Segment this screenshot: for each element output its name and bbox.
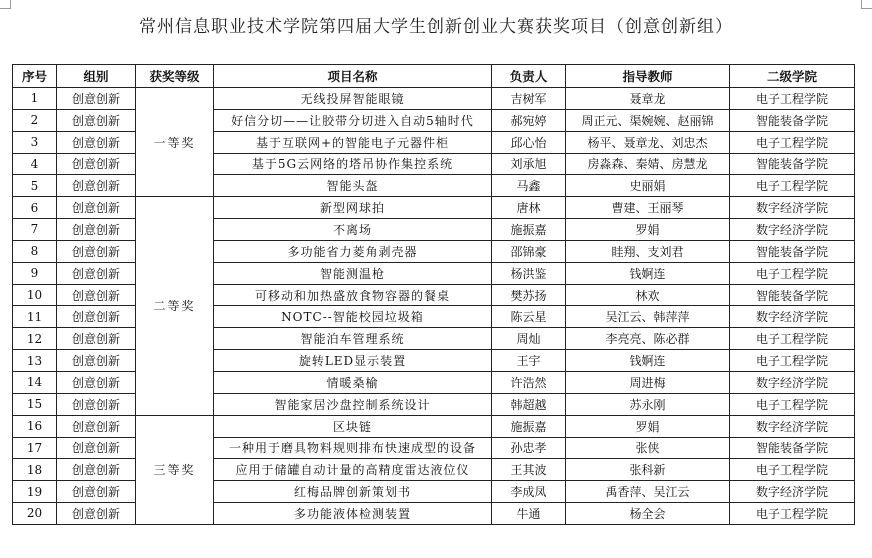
row-number: 17 bbox=[13, 437, 57, 459]
row-college: 电子工程学院 bbox=[730, 131, 855, 153]
row-leader: 许浩然 bbox=[492, 371, 566, 393]
row-number: 9 bbox=[13, 262, 57, 284]
table-row bbox=[13, 197, 855, 219]
row-group: 创意创新 bbox=[57, 437, 136, 459]
row-group: 创意创新 bbox=[57, 371, 136, 393]
row-group: 创意创新 bbox=[57, 219, 136, 241]
row-project-name: 智能头盔 bbox=[214, 175, 492, 197]
row-teacher: 史丽娟 bbox=[566, 175, 730, 197]
row-project-name: 旋转LED显示装置 bbox=[214, 350, 492, 372]
row-number: 20 bbox=[13, 503, 57, 525]
row-leader: 施振嘉 bbox=[492, 219, 566, 241]
row-leader: 唐林 bbox=[492, 197, 566, 219]
row-teacher: 钱婀连 bbox=[566, 350, 730, 372]
row-teacher: 曹建、王丽琴 bbox=[566, 197, 730, 219]
row-group: 创意创新 bbox=[57, 197, 136, 219]
row-group: 创意创新 bbox=[57, 306, 136, 328]
row-leader: 周灿 bbox=[492, 328, 566, 350]
row-teacher: 周进梅 bbox=[566, 371, 730, 393]
row-project-name: 基于互联网+的智能电子元器件柜 bbox=[214, 131, 492, 153]
row-teacher: 杨平、聂章龙、刘忠杰 bbox=[566, 131, 730, 153]
row-college: 智能装备学院 bbox=[730, 284, 855, 306]
table-row bbox=[13, 88, 855, 110]
row-number: 14 bbox=[13, 371, 57, 393]
row-group: 创意创新 bbox=[57, 262, 136, 284]
header-college: 二级学院 bbox=[730, 65, 855, 88]
row-college: 电子工程学院 bbox=[730, 175, 855, 197]
row-number: 3 bbox=[13, 131, 57, 153]
row-number: 19 bbox=[13, 481, 57, 503]
row-leader: 施振嘉 bbox=[492, 415, 566, 437]
row-project-name: 不离场 bbox=[214, 219, 492, 241]
row-project-name: 情暖桑榆 bbox=[214, 371, 492, 393]
row-teacher: 张侠 bbox=[566, 437, 730, 459]
row-project-name: 应用于储罐自动计量的高精度雷达液位仪 bbox=[214, 459, 492, 481]
row-number: 15 bbox=[13, 393, 57, 415]
row-leader: 刘承旭 bbox=[492, 153, 566, 175]
row-group: 创意创新 bbox=[57, 131, 136, 153]
row-number: 10 bbox=[13, 284, 57, 306]
row-leader: 邵锦豪 bbox=[492, 240, 566, 262]
row-leader: 马鑫 bbox=[492, 175, 566, 197]
row-college: 数字经济学院 bbox=[730, 371, 855, 393]
row-project-name: 基于5G云网络的塔吊协作集控系统 bbox=[214, 153, 492, 175]
row-college: 电子工程学院 bbox=[730, 350, 855, 372]
row-college: 电子工程学院 bbox=[730, 88, 855, 110]
row-project-name: 智能家居沙盘控制系统设计 bbox=[214, 393, 492, 415]
row-project-name: 一种用于磨具物料规则排布快速成型的设备 bbox=[214, 437, 492, 459]
row-group: 创意创新 bbox=[57, 153, 136, 175]
row-project-name: 多功能液体检测装置 bbox=[214, 503, 492, 525]
row-number: 6 bbox=[13, 197, 57, 219]
row-college: 智能装备学院 bbox=[730, 109, 855, 131]
row-teacher: 房淼森、秦婧、房慧龙 bbox=[566, 153, 730, 175]
row-teacher: 林欢 bbox=[566, 284, 730, 306]
row-college: 数字经济学院 bbox=[730, 481, 855, 503]
row-teacher: 苏永刚 bbox=[566, 393, 730, 415]
document-title: 常州信息职业技术学院第四届大学生创新创业大赛获奖项目（创意创新组） bbox=[139, 17, 733, 37]
row-project-name: 智能测温枪 bbox=[214, 262, 492, 284]
row-teacher: 禹香萍、吴江云 bbox=[566, 481, 730, 503]
row-teacher: 李亮亮、陈必群 bbox=[566, 328, 730, 350]
row-number: 1 bbox=[13, 88, 57, 110]
row-college: 数字经济学院 bbox=[730, 197, 855, 219]
row-leader: 王宇 bbox=[492, 350, 566, 372]
row-project-name: 区块链 bbox=[214, 415, 492, 437]
row-group: 创意创新 bbox=[57, 481, 136, 503]
row-number: 18 bbox=[13, 459, 57, 481]
table-header-row bbox=[13, 65, 855, 88]
row-college: 数字经济学院 bbox=[730, 219, 855, 241]
header-award: 获奖等级 bbox=[136, 65, 214, 88]
row-group: 创意创新 bbox=[57, 459, 136, 481]
row-college: 数字经济学院 bbox=[730, 415, 855, 437]
row-group: 创意创新 bbox=[57, 415, 136, 437]
award-table bbox=[12, 64, 855, 525]
row-group: 创意创新 bbox=[57, 88, 136, 110]
row-college: 数字经济学院 bbox=[730, 306, 855, 328]
row-project-name: 智能泊车管理系统 bbox=[214, 328, 492, 350]
row-leader: 韩超越 bbox=[492, 393, 566, 415]
row-teacher: 周正元、渠婉婉、赵丽锦 bbox=[566, 109, 730, 131]
row-number: 13 bbox=[13, 350, 57, 372]
row-leader: 樊苏扬 bbox=[492, 284, 566, 306]
row-leader: 郝宛婷 bbox=[492, 109, 566, 131]
row-group: 创意创新 bbox=[57, 328, 136, 350]
award-level-second: 二等奖 bbox=[136, 197, 214, 415]
header-no: 序号 bbox=[13, 65, 57, 88]
row-leader: 邱心怡 bbox=[492, 131, 566, 153]
row-leader: 李成凤 bbox=[492, 481, 566, 503]
row-college: 电子工程学院 bbox=[730, 262, 855, 284]
row-project-name: 红梅品牌创新策划书 bbox=[214, 481, 492, 503]
row-project-name: 好信分切——让胶带分切进入自动5轴时代 bbox=[214, 109, 492, 131]
award-level-first: 一等奖 bbox=[136, 88, 214, 197]
row-leader: 陈云星 bbox=[492, 306, 566, 328]
row-teacher: 眭翔、支刘君 bbox=[566, 240, 730, 262]
award-level-third: 三等奖 bbox=[136, 415, 214, 524]
header-project: 项目名称 bbox=[214, 65, 492, 88]
row-teacher: 杨全会 bbox=[566, 503, 730, 525]
table-row bbox=[13, 415, 855, 437]
row-group: 创意创新 bbox=[57, 284, 136, 306]
row-group: 创意创新 bbox=[57, 350, 136, 372]
header-teacher: 指导教师 bbox=[566, 65, 730, 88]
row-college: 智能装备学院 bbox=[730, 240, 855, 262]
row-college: 电子工程学院 bbox=[730, 459, 855, 481]
row-group: 创意创新 bbox=[57, 175, 136, 197]
row-group: 创意创新 bbox=[57, 503, 136, 525]
crop-mark-top-right bbox=[861, 0, 872, 9]
row-project-name: 无线投屏智能眼镜 bbox=[214, 88, 492, 110]
row-number: 2 bbox=[13, 109, 57, 131]
row-number: 8 bbox=[13, 240, 57, 262]
row-number: 5 bbox=[13, 175, 57, 197]
row-college: 智能装备学院 bbox=[730, 153, 855, 175]
row-college: 电子工程学院 bbox=[730, 328, 855, 350]
row-leader: 吉树军 bbox=[492, 88, 566, 110]
row-number: 16 bbox=[13, 415, 57, 437]
table-body bbox=[13, 88, 855, 525]
row-college: 电子工程学院 bbox=[730, 503, 855, 525]
row-college: 智能装备学院 bbox=[730, 437, 855, 459]
row-teacher: 张科新 bbox=[566, 459, 730, 481]
row-teacher: 罗娟 bbox=[566, 219, 730, 241]
row-teacher: 钱婀连 bbox=[566, 262, 730, 284]
row-group: 创意创新 bbox=[57, 240, 136, 262]
row-college: 电子工程学院 bbox=[730, 393, 855, 415]
row-project-name: 多功能省力菱角剥壳器 bbox=[214, 240, 492, 262]
row-leader: 王其波 bbox=[492, 459, 566, 481]
header-group: 组别 bbox=[57, 65, 136, 88]
row-group: 创意创新 bbox=[57, 109, 136, 131]
row-project-name: 可移动和加热盛放食物容器的餐桌 bbox=[214, 284, 492, 306]
row-group: 创意创新 bbox=[57, 393, 136, 415]
row-number: 4 bbox=[13, 153, 57, 175]
crop-mark-top-left bbox=[0, 0, 11, 9]
row-leader: 孙忠孝 bbox=[492, 437, 566, 459]
row-teacher: 聂章龙 bbox=[566, 88, 730, 110]
row-leader: 牛通 bbox=[492, 503, 566, 525]
row-teacher: 罗娟 bbox=[566, 415, 730, 437]
header-leader: 负责人 bbox=[492, 65, 566, 88]
row-teacher: 吴江云、韩萍萍 bbox=[566, 306, 730, 328]
row-project-name: NOTC--智能校园垃圾箱 bbox=[214, 306, 492, 328]
row-project-name: 新型网球拍 bbox=[214, 197, 492, 219]
row-number: 12 bbox=[13, 328, 57, 350]
row-number: 7 bbox=[13, 219, 57, 241]
row-leader: 杨洪鉴 bbox=[492, 262, 566, 284]
row-number: 11 bbox=[13, 306, 57, 328]
